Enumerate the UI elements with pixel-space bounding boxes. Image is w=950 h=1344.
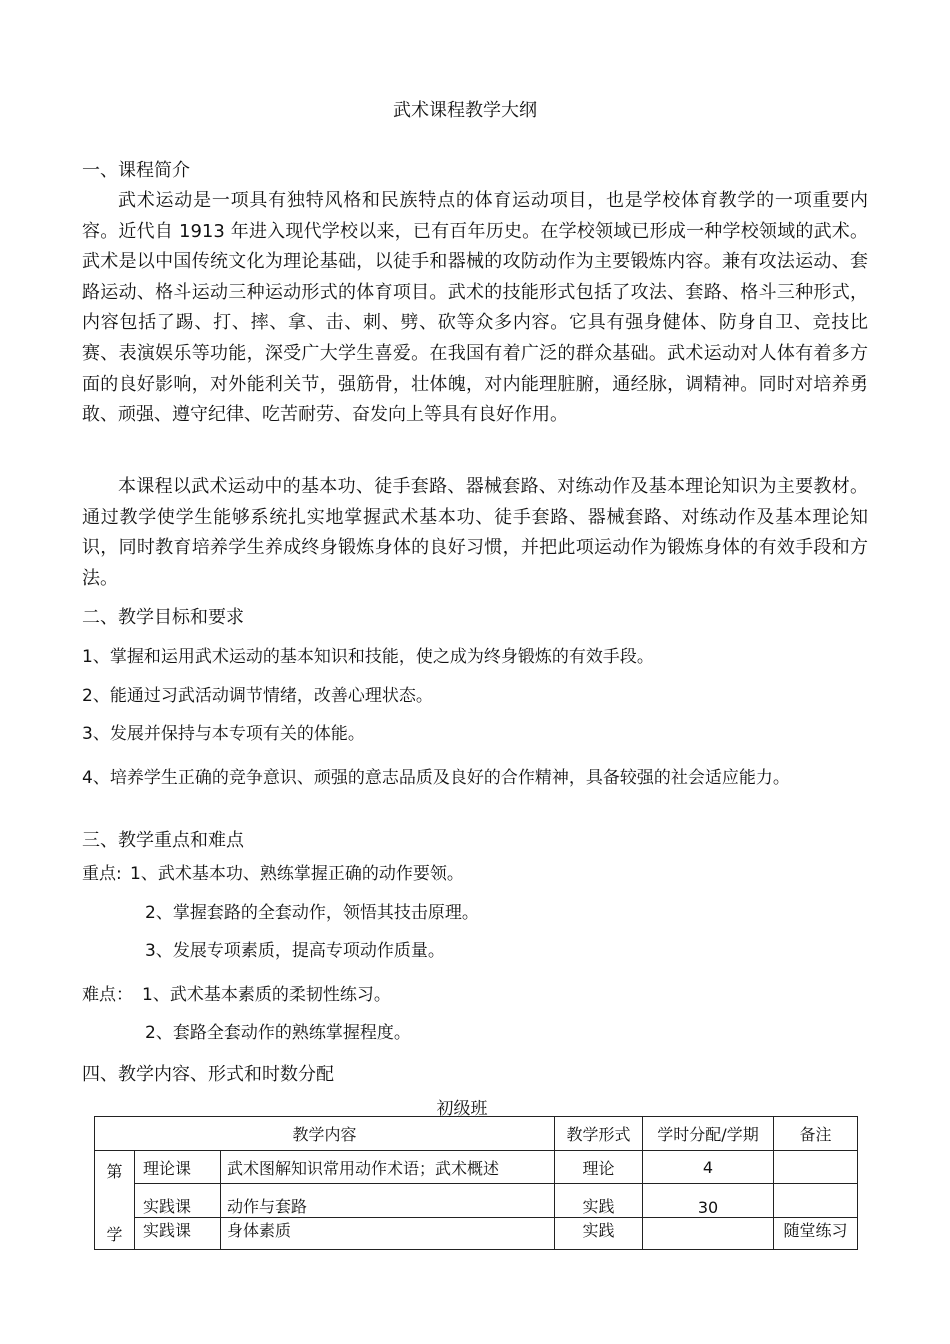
goal-item-2: 2、能通过习武活动调节情绪，改善心理状态。 [82,686,433,706]
row-content: 武术图解知识常用动作术语；武术概述 [221,1151,555,1184]
table-row [95,1218,858,1250]
row-type: 实践课 [135,1218,221,1250]
table-row [95,1151,858,1184]
side-label-top: 第 [106,1162,123,1181]
header-form: 教学形式 [555,1117,643,1151]
table-header-row [95,1117,858,1151]
row-form: 理论 [555,1151,643,1184]
side-label-bottom: 学 [106,1225,123,1244]
intro-paragraph-1: 武术运动是一项具有独特风格和民族特点的体育运动项目，也是学校体育教学的一项重要内容。近代自 1913 年进入现代学校以来，已有百年历史。在学校领域已形成一种学校领域的武术。武术是以中国传统文化为理论基础，以徒手和器械的攻防动作为主要锻炼内容。兼有攻法运动、套路运动、格斗运动三种运动形式的体育项目。武术的技能形式包括了攻法、套路、格斗三种形式，内容包括了踢、打、摔、拿、击、刺、劈、砍等众多内容。它具有强身健体、防身自卫、竞技比赛、表演娱乐等功能，深受广大学生喜爱。在我国有着广泛的群众基础。武术运动对人体有着多方面的良好影响，对外能利关节，强筋骨，壮体魄，对内能理脏腑，通经脉，调精神。同时对培养勇敢、顽强、遵守纪律、吃苦耐劳、奋发向上等具有良好作用。 [82,190,868,426]
section-heading-content: 四、教学内容、形式和时数分配 [82,1064,334,1085]
row-content: 身体素质 [221,1218,555,1250]
key-points-label: 重点: [82,864,122,884]
table-caption: 初级班 [436,1099,488,1119]
row-note: 随堂练习 [774,1218,858,1250]
difficulty-1: 1、武术基本素质的柔韧性练习。 [142,985,391,1005]
row-hours: 30 [643,1184,774,1218]
row-form: 实践 [555,1184,643,1218]
row-hours: 4 [643,1151,774,1184]
section-heading-intro: 一、课程简介 [82,160,190,181]
section-heading-goals: 二、教学目标和要求 [82,607,244,628]
key-point-2: 2、掌握套路的全套动作，领悟其技击原理。 [145,903,479,923]
key-point-3: 3、发展专项素质，提高专项动作质量。 [145,941,445,961]
header-hours: 学时分配/学期 [643,1117,774,1151]
difficulties-label: 难点： [82,985,133,1005]
goal-item-4: 4、培养学生正确的竞争意识、顽强的意志品质及良好的合作精神，具备较强的社会适应能力。 [82,768,790,788]
table-row [95,1184,858,1218]
semester-side-cell [95,1151,135,1250]
key-point-1: 1、武术基本功、熟练掌握正确的动作要领。 [130,864,464,884]
row-form: 实践 [555,1218,643,1250]
row-hours [643,1218,774,1250]
header-content: 教学内容 [95,1117,555,1151]
goal-item-1: 1、掌握和运用武术运动的基本知识和技能，使之成为终身锻炼的有效手段。 [82,647,654,667]
difficulty-2: 2、套路全套动作的熟练掌握程度。 [145,1023,411,1043]
row-note [774,1184,858,1218]
document-title: 武术课程教学大纲 [393,100,537,121]
row-content: 动作与套路 [221,1184,555,1218]
header-note: 备注 [774,1117,858,1151]
row-type: 理论课 [135,1151,221,1184]
row-type: 实践课 [135,1184,221,1218]
intro-paragraph-2: 本课程以武术运动中的基本功、徒手套路、器械套路、对练动作及基本理论知识为主要教材。通过教学使学生能够系统扎实地掌握武术基本功、徒手套路、器械套路、对练动作及基本理论知识，同时教育培养学生养成终身锻炼身体的良好习惯，并把此项运动作为锻炼身体的有效手段和方法。 [82,476,868,589]
row-note [774,1151,858,1184]
course-hours-table [94,1116,858,1250]
section-heading-key-points: 三、教学重点和难点 [82,830,244,851]
goal-item-3: 3、发展并保持与本专项有关的体能。 [82,724,365,744]
